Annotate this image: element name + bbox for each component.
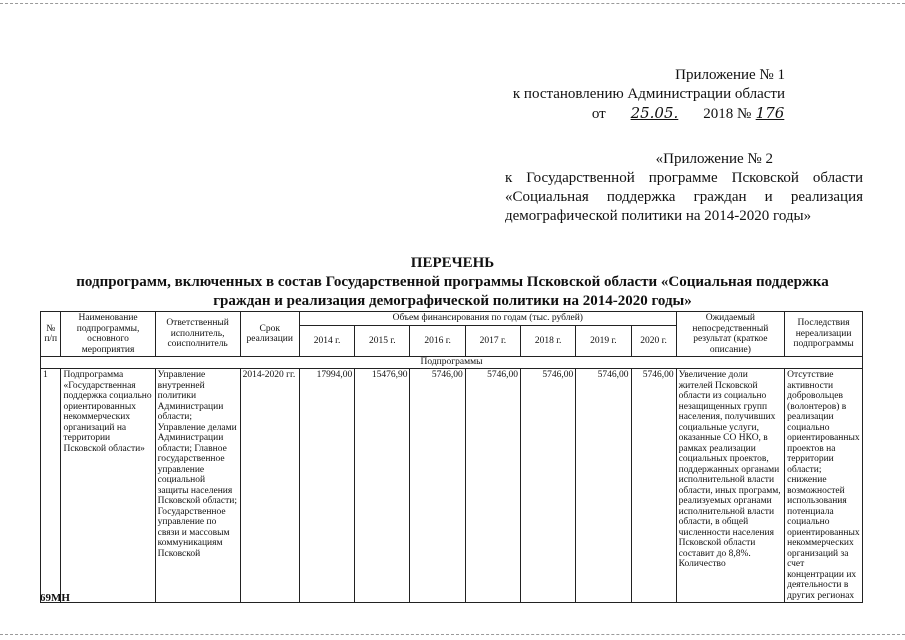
header-consequences: Последствия нереализации подпрограммы (785, 312, 863, 357)
header-funding: Объем финансирования по годам (тыс. рублей) (299, 312, 676, 326)
row-value-2015: 15476,90 (355, 369, 410, 603)
attachment-1-resolution: к постановлению Администрации области (512, 86, 785, 102)
scan-edge-top (0, 3, 905, 4)
attachment-2-block (505, 150, 863, 226)
title-subtitle: подпрограмм, включенных в состав Государственной программы Псковской области «Социальная поддержка граждан и реализация демографической политики на 2014-2020 годы» (76, 274, 829, 309)
footer-code: 69МН (40, 592, 70, 604)
attachment-2-title: «Приложение № 2 (655, 151, 773, 167)
row-value-2014: 17994,00 (299, 369, 354, 603)
row-responsible: Управление внутренней политики Администрации области; Управление делами Администрации области; Главное государственное управление социальной защиты населения Псковской области; Государственное управление по связи и массовым коммуникациям Псковской (155, 369, 240, 603)
header-year: 2018 г. (521, 325, 576, 356)
header-term: Срок реализации (240, 312, 299, 357)
header-year: 2017 г. (465, 325, 520, 356)
header-year: 2020 г. (631, 325, 676, 356)
row-value-2016: 5746,00 (410, 369, 465, 603)
header-num: № п/п (41, 312, 61, 357)
header-result: Ожидаемый непосредственный результат (краткое описание) (676, 312, 785, 357)
section-subprograms: Подпрограммы (41, 357, 863, 369)
header-year: 2014 г. (299, 325, 354, 356)
document-title (0, 254, 905, 311)
row-term: 2014-2020 гг. (240, 369, 299, 603)
attachment-2-body: к Государственной программе Псковской области «Социальная поддержка граждан и реализация демографической политики на 2014-2020 годы» (505, 170, 863, 224)
row-value-2017: 5746,00 (465, 369, 520, 603)
row-value-2018: 5746,00 (521, 369, 576, 603)
row-result: Увеличение доли жителей Псковской области из социально незащищенных групп населения, получивших социальные услуги, оказанные СО НКО, в рамках реализации социальных проектов, поддержанных органами исполнительной власти области, иных программ, реализуемых органами исполнительной власти области, в общей численности населения Псковской области составит до 8,8%. Количество (676, 369, 785, 603)
attachment-1-title: Приложение № 1 (675, 67, 785, 83)
handwritten-date: 25.05. (630, 104, 679, 122)
attachment-1-date-line: от 25.05. 2018 № 176 (591, 104, 785, 122)
row-name: Подпрограмма «Государственная поддержка социально ориентированных некоммерческих организаций на территории Псковской области» (61, 369, 155, 603)
attachment-1-block (513, 66, 785, 124)
subprograms-table (40, 311, 863, 603)
header-year: 2015 г. (355, 325, 410, 356)
scan-edge-bottom (0, 634, 905, 635)
header-responsible: Ответственный исполнитель, соисполнитель (155, 312, 240, 357)
row-value-2020: 5746,00 (631, 369, 676, 603)
title-heading: ПЕРЕЧЕНЬ (410, 255, 495, 271)
row-num: 1 (41, 369, 61, 603)
header-year: 2019 г. (576, 325, 631, 356)
header-year: 2016 г. (410, 325, 465, 356)
row-value-2019: 5746,00 (576, 369, 631, 603)
row-consequences: Отсутствие активности добровольцев (волонтеров) в реализации социально ориентированных проектов на территории области; снижение возможностей использования потенциала социально ориентированных некоммерческих организаций за счет концентрации их деятельности в других регионах (785, 369, 863, 603)
header-name: Наименование подпрограммы, основного мероприятия (61, 312, 155, 357)
handwritten-number: 176 (755, 104, 785, 122)
